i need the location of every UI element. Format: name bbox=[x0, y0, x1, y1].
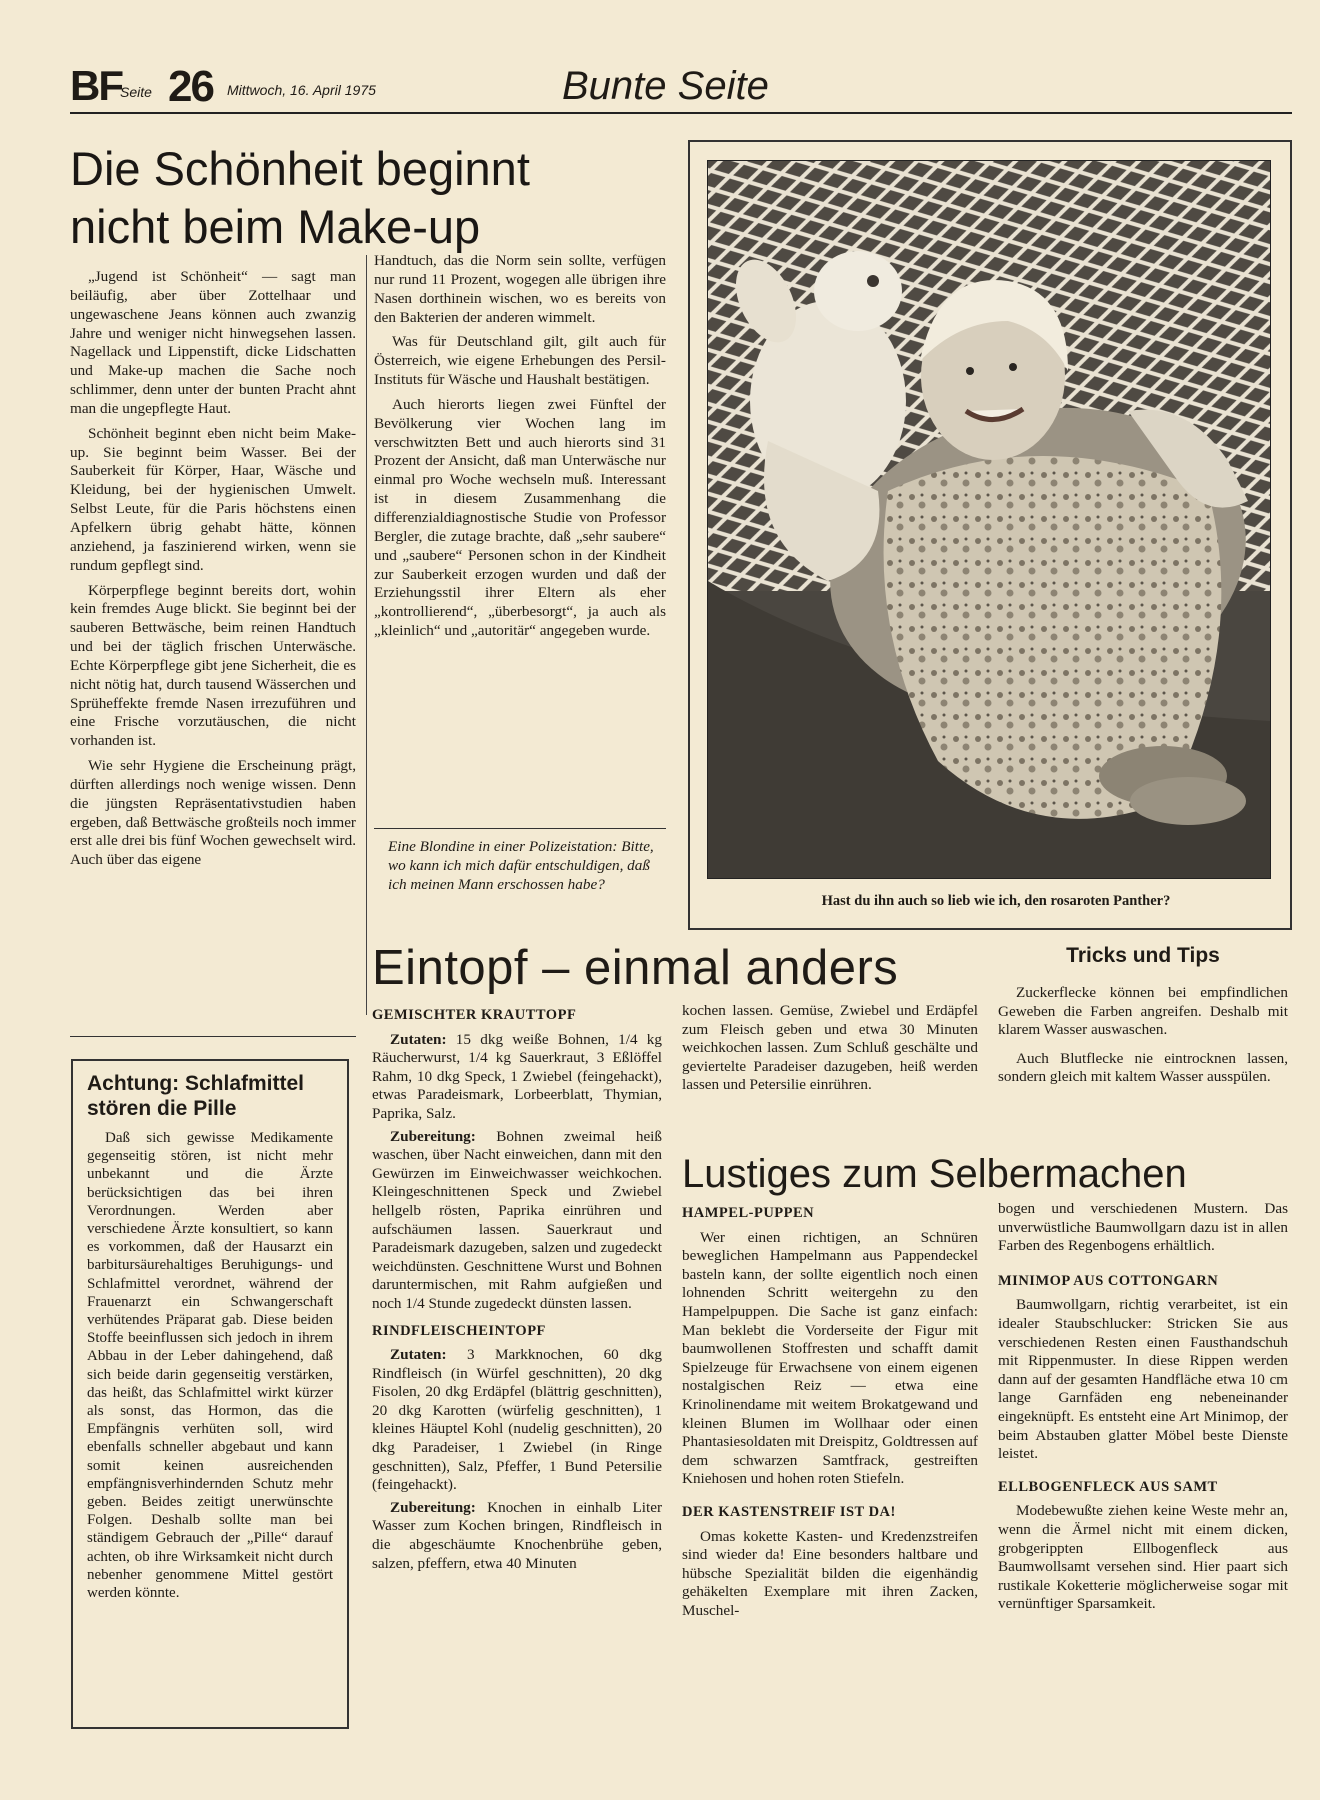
box-title-line-1: Achtung: Schlafmittel bbox=[87, 1072, 305, 1095]
page-label: Seite bbox=[120, 84, 152, 100]
article-column-2 bbox=[374, 252, 666, 812]
recipe-heading-rindfleisch: RINDFLEISCHEINTOPF bbox=[372, 1322, 546, 1339]
joke-box: Eine Blondine in einer Polizeistation: Bitte, wo kann ich mich dafür entschuldigen, daß ich meinen Mann erschossen habe? bbox=[388, 838, 654, 893]
recipe-preparation bbox=[372, 1128, 662, 1314]
tricks-headline: Tricks und Tips bbox=[1066, 944, 1220, 967]
box-title-line-2: stören die Pille bbox=[87, 1097, 237, 1120]
section-heading-hampel: HAMPEL-PUPPEN bbox=[682, 1205, 815, 1221]
page-number: 26 bbox=[168, 62, 213, 111]
preparation-label: Zubereitung: bbox=[390, 1498, 476, 1516]
ingredients-text: 3 Markknochen, 60 dkg Rindfleisch (in Würfel geschnitten), 20 dkg Fisolen, 20 dkg Erdäpfel (blättrig geschnitten), 20 dkg Karotten (würfelig geschnitten), 1 kleines Häuptel Kohl (nudelig geschnitten), 20 dkg Paradeiser, 1 Zwiebel (in Ringe geschnitten), Salz, Pfeffer, 1 Bund Petersilie (feingehackt). bbox=[372, 1346, 662, 1494]
paragraph: Wie sehr Hygiene die Erscheinung prägt, dürften allerdings noch wenige wissen. Denn die jüngsten Repräsentativstudien haben ergeben, daß Bettwäsche großteils noch immer erst alle drei bis fünf Wochen gewechselt wird. Auch über das eigene bbox=[70, 757, 356, 869]
paragraph: Wer einen richtigen, an Schnüren beweglichen Hampelmann aus Pappendeckel basteln kann, der sollte eigentlich noch einen lohnenden Schritt weitergehn zu den Hampelpuppen. Die Sache ist ganz einfach: Man beklebt die Vorderseite der Figur mit baumwollenen Stoffresten und schafft damit Spielzeuge für Erwachsene von einem eigenen nostalgischen Reiz — etwa eine Krinolinendame mit weitem Brokatgewand und kleinen Blumen im Wollhaar oder einen Phantasiesoldaten mit Dreispitz, Goldtressen auf dem schwarzen Samtfrack, gestreiften Kniehosen und hohen roten Stiefeln. bbox=[682, 1228, 978, 1488]
recipe-ingredients bbox=[372, 1031, 662, 1124]
article-headline bbox=[70, 140, 670, 256]
ingredients-label: Zutaten: bbox=[390, 1346, 447, 1364]
divider bbox=[374, 828, 666, 829]
paragraph: „Jugend ist Schönheit“ — sagt man beiläufig, aber über Zottelhaar und ungewaschene Jeans können auch zwanzig Jahre und weniger nicht hinwegsehen lassen. Nagellack und Lippenstift, dicke Lidschatten und Make-up machen die Sache noch schlimmer, denn unter der bunten Pracht ahnt man die ungepflegte Haut. bbox=[70, 268, 356, 417]
preparation-text: Knochen in einhalb Liter Wasser zum Kochen bringen, Rindfleisch in die abgeschäumte Knochenbrühe geben, salzen, pfeffern, etwa 40 Minuten bbox=[372, 1498, 662, 1572]
sidebar-box-schlafmittel bbox=[71, 1059, 349, 1729]
headline-line-1: Die Schönheit beginnt bbox=[70, 142, 530, 195]
eintopf-column-2: kochen lassen. Gemüse, Zwiebel und Erdäpfel zum Fleisch geben und etwa 30 Minuten weichkochen lassen. Zum Schluß geschälte und geviertelte Paradeiser dazugeben, heiß werden lassen und Petersilie einrühren. bbox=[682, 1002, 978, 1094]
tricks-text bbox=[998, 984, 1288, 1093]
photo-caption: Hast du ihn auch so lieb wie ich, den rosaroten Panther? bbox=[821, 893, 1171, 909]
lustiges-column-1 bbox=[682, 1200, 978, 1626]
headline-line-2: nicht beim Make-up bbox=[70, 200, 481, 253]
hammock-photo-illustration bbox=[708, 161, 1270, 878]
preparation-text: Bohnen zweimal heiß waschen, über Nacht einweichen, dann mit den Gewürzen im Einweichwasser weichkochen. Kleingeschnittenen Speck und Zwiebel hellgelb rösten, Paprika einrühren und aufschäumen lassen. Sauerkraut und Paradeismark dazugeben, salzen und zugedeckt weichdünsten. Geschnittene Wurst und Bohnen daruntermischen, mit Rahm aufgießen und noch 1/4 Stunde zugedeckt dünsten lassen. bbox=[372, 1127, 662, 1312]
photo-girl-in-hammock bbox=[707, 160, 1271, 879]
paragraph: bogen und verschiedenen Mustern. Das unverwüstliche Baumwollgarn dazu ist in allen Farben des Regenbogens erhältlich. bbox=[998, 1200, 1288, 1255]
section-heading-ellbogen: ELLBOGENFLECK AUS SAMT bbox=[998, 1478, 1218, 1495]
lustiges-headline: Lustiges zum Selbermachen bbox=[682, 1152, 1187, 1196]
preparation-label: Zubereitung: bbox=[390, 1127, 476, 1145]
column-divider bbox=[366, 255, 367, 1015]
box-title bbox=[87, 1071, 333, 1121]
lustiges-column-2 bbox=[998, 1200, 1288, 1620]
article-column-1 bbox=[70, 268, 356, 1028]
paper-logo: BF bbox=[70, 62, 122, 109]
paragraph: Zuckerflecke können bei empfindlichen Geweben die Farben angreifen. Deshalb mit klarem Wasser auswaschen. bbox=[998, 984, 1288, 1039]
paragraph: Was für Deutschland gilt, gilt auch für Österreich, wie eigene Erhebungen des Persil-Instituts für Wäsche und Haushalt bestätigen. bbox=[374, 333, 666, 389]
paragraph: Schönheit beginnt eben nicht beim Make-up. Sie beginnt beim Wasser. Bei der Sauberkeit für Körper, Haar, Wäsche und Kleidung, bei der hygienischen Umwelt. Selbst Leute, für die Paris höchstens einen Apfelkern übrig gehabt hätte, können anziehend, ja faszinierend wirken, wenn sie rundum gepflegt sind. bbox=[70, 424, 356, 574]
issue-date: Mittwoch, 16. April 1975 bbox=[227, 82, 376, 98]
ingredients-text: 15 dkg weiße Bohnen, 1/4 kg Räucherwurst, 1/4 kg Sauerkraut, 3 Eßlöffel Rahm, 10 dkg Speck, 1 Zwiebel (feingehackt), etwas Paradeismark, Lorbeerblatt, Thymian, Paprika, Salz. bbox=[372, 1030, 662, 1122]
ingredients-label: Zutaten: bbox=[390, 1030, 447, 1048]
paragraph: Baumwollgarn, richtig verarbeitet, ist ein idealer Staubschlucker: Stricken Sie aus verschiedenen Resten einen Fausthandschuh mit Rippenmuster. In diese Rippen werden dann auf der gesamten Handfläche etwa 10 cm lange Garnfäden eng nebeneinander eingeknüpft. Es entsteht eine Art Minimop, der beim Abstauben glatter Möbel beste Dienste leistet. bbox=[998, 1296, 1288, 1463]
paragraph: Omas kokette Kasten- und Kredenzstreifen sind wieder da! Eine besonders haltbare und hübsche Spezialität bilden die eigenhändig gehäkelten Exemplare mit ihren Zacken, Muschel- bbox=[682, 1527, 978, 1619]
recipe-heading-krauttopf: GEMISCHTER KRAUTTOPF bbox=[372, 1007, 577, 1023]
eintopf-headline: Eintopf – einmal anders bbox=[372, 941, 899, 995]
divider bbox=[70, 1036, 356, 1037]
recipe-preparation bbox=[372, 1499, 662, 1573]
box-text: Daß sich gewisse Medikamente gegenseitig stören, ist nicht mehr unbekannt und die Ärzte berücksichtigen das bei ihren Verordnungen. Werden aber verschiedene Ärzte konsultiert, so kann es vorkommen, daß der Hausarzt ein barbitursäurehaltiges Beruhigungs- und Schlafmittel verordnet, während der Frauenarzt ein Schwangerschaft verhütendes Präparat gab. Diese beiden Stoffe beeinflussen sich jedoch in ihrem Abbau in der Leber dahingehend, daß sich beide darin gegenseitig verstärken, das heißt, das Schlafmittel wirkt kürzer als sonst, das Hormon, das die Empfängnis verhüten soll, wird ebenfalls schneller abgebaut und kann somit keinen ausreichenden empfängnisverhindernden Schutz mehr geben. Beides zeitigt unerwünschte Folgen. Deshalb sollte man bei ständigem Gebrauch der „Pille“ darauf achten, ob ihre Wirksamkeit nicht durch nebenher genommene Mittel gestört werden könnte. bbox=[87, 1130, 333, 1602]
eintopf-column-1 bbox=[372, 1002, 662, 1732]
section-heading-kastenstreif: DER KASTENSTREIF IST DA! bbox=[682, 1503, 896, 1520]
paragraph: Auch hierorts liegen zwei Fünftel der Bevölkerung vier Wochen lang im verschwitzten Bett und auch hierorts sind 31 Prozent der Ansicht, daß man Unterwäsche nur einmal pro Woche wechseln muß. Interessant ist in diesem Zusammenhang die differenzialdiagnostische Studie von Professor Bergler, die zutage brachte, daß „sehr saubere“ und „saubere“ Personen schon in der Kindheit zur Sauberkeit erzogen wurden und daß der Erziehungsstil ihrer Eltern als eher „kontrollierend“, „überbesorgt“, ja auch als „kleinlich“ und „autoritär“ angegeben wurde. bbox=[374, 395, 666, 640]
paragraph: Handtuch, das die Norm sein sollte, verfügen nur rund 11 Prozent, wogegen alle übrigen ihre Nasen dorthinein wischen, wo es bereits von den Bakterien der anderen wimmelt. bbox=[374, 252, 666, 326]
section-title: Bunte Seite bbox=[562, 64, 769, 108]
page-header bbox=[70, 62, 1292, 114]
paragraph: Körperpflege beginnt bereits dort, wohin kein fremdes Auge blickt. Sie beginnt bei der sauberen Bettwäsche, beim reinen Handtuch und bei der täglich frischen Unterwäsche. Echte Körperpflege gibt jene Sicherheit, die es nicht nötig hat, durch tausend Wässerchen und Sprüheffekte fremde Nasen irrezuführen und eine Frische vorzutäuschen, die nicht vorhanden ist. bbox=[70, 581, 356, 750]
recipe-ingredients bbox=[372, 1346, 662, 1495]
paragraph: Auch Blutflecke nie eintrocknen lassen, sondern gleich mit kaltem Wasser ausspülen. bbox=[998, 1049, 1288, 1086]
section-heading-minimop: MINIMOP AUS COTTONGARN bbox=[998, 1272, 1219, 1289]
paragraph: Modebewußte ziehen keine Weste mehr an, wenn die Ärmel nicht mit einem dicken, grobgerippten Ellbogenfleck aus Baumwollsamt versehen sind. Hier paart sich rustikale Koketterie möglicherweise sogar mit vernünftiger Sparsamkeit. bbox=[998, 1502, 1288, 1613]
